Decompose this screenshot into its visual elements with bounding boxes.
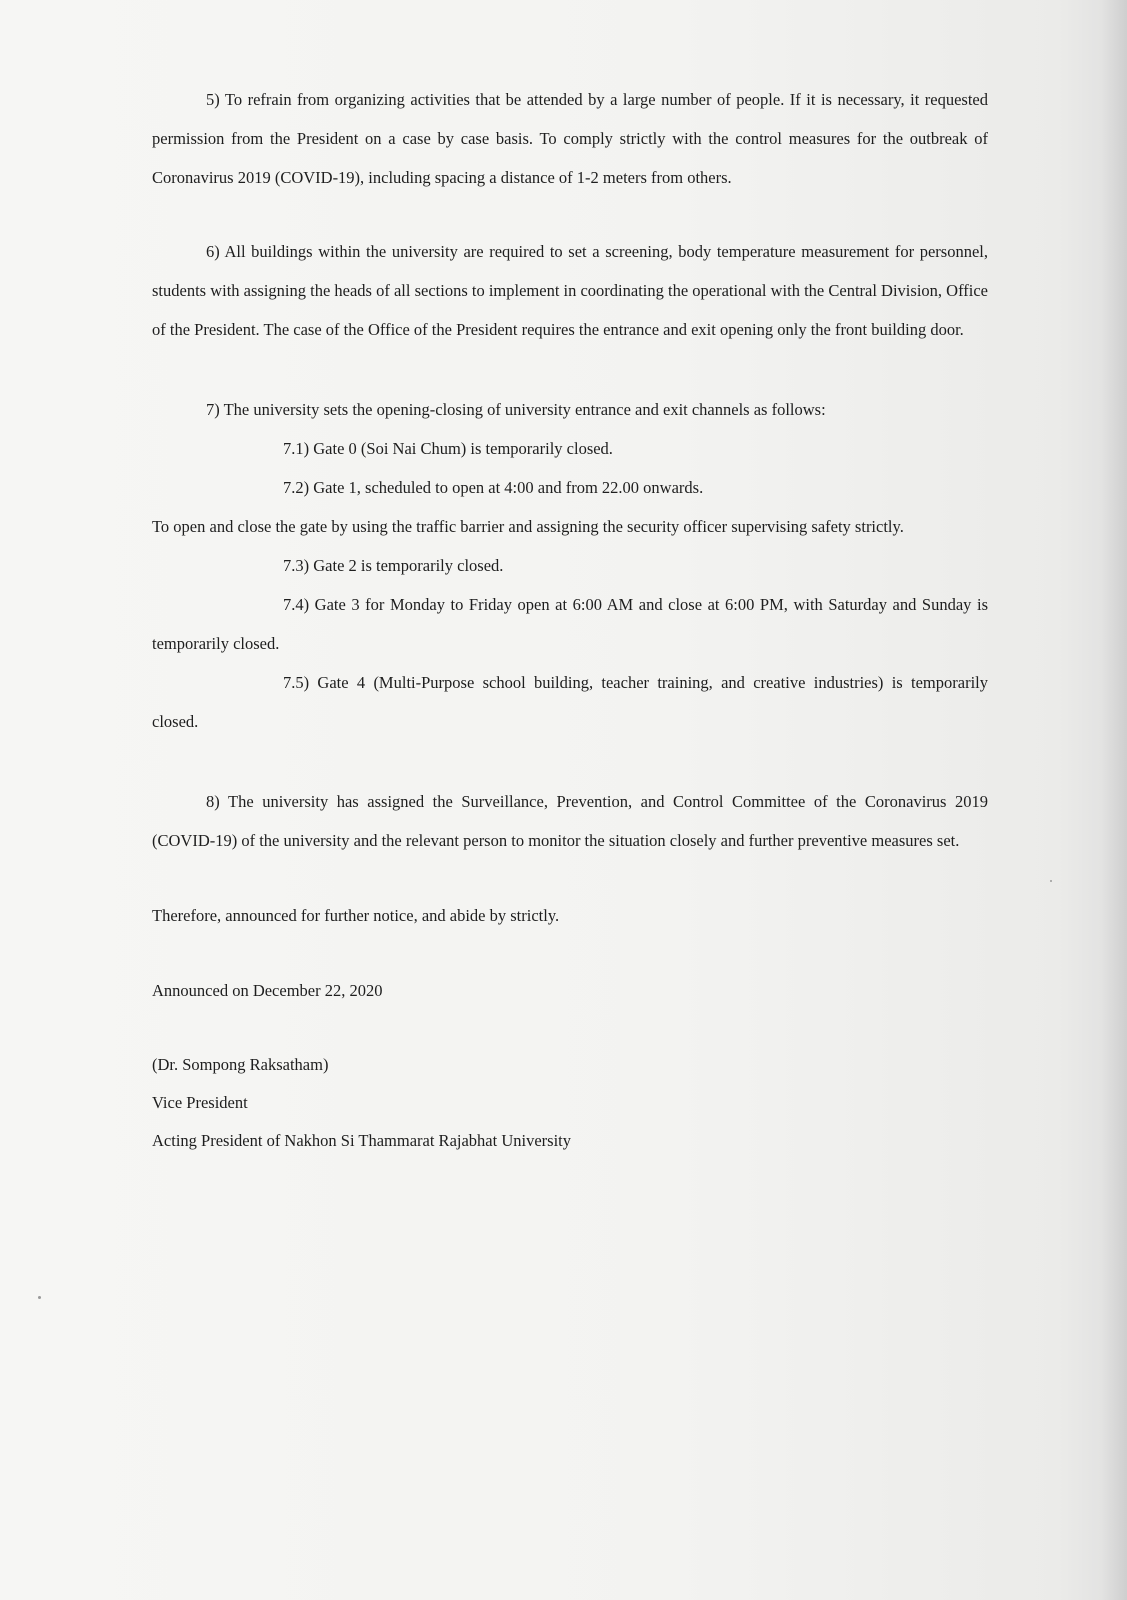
signature-block	[152, 1046, 988, 1160]
signatory-role: Acting President of Nakhon Si Thammarat Rajabhat University	[152, 1131, 571, 1150]
announcement-date: Announced on December 22, 2020	[152, 981, 383, 1000]
item-5-paragraph: 5) To refrain from organizing activities that be attended by a large number of people. If it is necessary, it requested permission from the President on a case by case basis. To comply strictly with the control measures for the outbreak of Coronavirus 2019 (COVID-19), including spacing a distance of 1-2 meters from others.	[152, 90, 988, 187]
item-7-intro: 7) The university sets the opening-closing of university entrance and exit channels as follows:	[206, 400, 826, 419]
item-8-paragraph: 8) The university has assigned the Surveillance, Prevention, and Control Committee of the Coronavirus 2019 (COVID-19) of the university and the relevant person to monitor the situation closely and further preventive measures set.	[152, 792, 988, 850]
closing-line: Therefore, announced for further notice, and abide by strictly.	[152, 906, 560, 925]
page-edge-shadow	[1101, 0, 1127, 1600]
scan-speck	[1050, 880, 1052, 882]
gate-1-detail: To open and close the gate by using the traffic barrier and assigning the security officer supervising safety strictly.	[152, 517, 904, 536]
signatory-title: Vice President	[152, 1093, 248, 1112]
item-6-paragraph: 6) All buildings within the university are required to set a screening, body temperature measurement for personnel, students with assigning the heads of all sections to implement in coordinating the operational with the Central Division, Office of the President. The case of the Office of the President requires the entrance and exit opening only the front building door.	[152, 242, 988, 339]
gate-4-line: 7.5) Gate 4 (Multi-Purpose school building, teacher training, and creative industries) is temporarily closed.	[152, 673, 988, 731]
signatory-name: (Dr. Sompong Raksatham)	[152, 1055, 329, 1074]
scan-speck	[38, 1296, 41, 1299]
document-body	[152, 80, 988, 1160]
gate-2-line: 7.3) Gate 2 is temporarily closed.	[283, 556, 504, 575]
gate-1-line: 7.2) Gate 1, scheduled to open at 4:00 and from 22.00 onwards.	[283, 478, 704, 497]
gate-3-line: 7.4) Gate 3 for Monday to Friday open at 6:00 AM and close at 6:00 PM, with Saturday and Sunday is temporarily closed.	[152, 595, 988, 653]
gate-0-line: 7.1) Gate 0 (Soi Nai Chum) is temporarily closed.	[283, 439, 613, 458]
